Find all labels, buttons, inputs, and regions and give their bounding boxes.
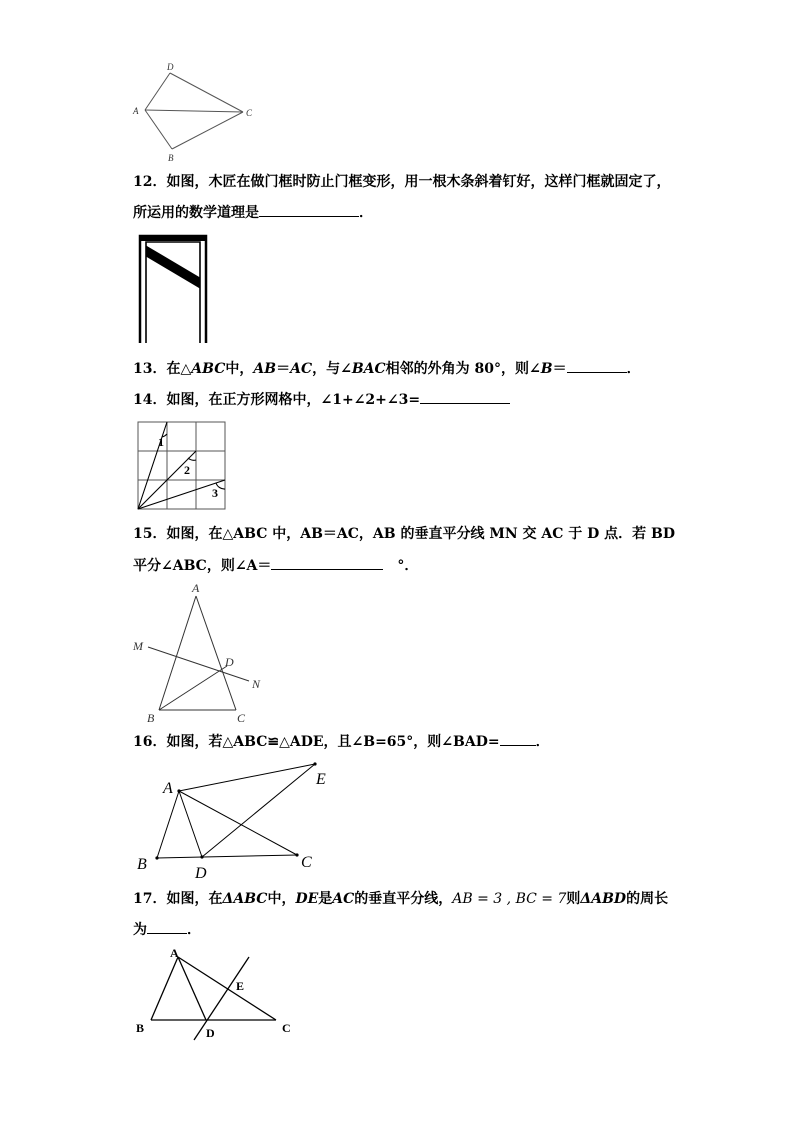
q17-suffix: ． <box>187 922 201 938</box>
q14-text: 14．如图，在正方形网格中，∠1+∠2+∠3= <box>133 392 421 408</box>
label-a: A <box>170 946 179 960</box>
q15-suffix: °． <box>397 558 419 574</box>
q12-prefix: 所运用的数学道理是 <box>133 205 259 221</box>
label-c: C <box>246 108 253 118</box>
label-c: C <box>282 1021 291 1035</box>
label-a: A <box>163 780 173 797</box>
q13-triangle-symbol: △ <box>180 361 192 377</box>
angle-label-3: 3 <box>212 486 218 500</box>
q13-num: 13．在 <box>133 361 181 377</box>
question-15-line1: 15．如图，在△ABC 中，AB＝AC，AB 的垂直平分线 MN 交 AC 于 D 点．若 BD <box>133 526 676 542</box>
q16-prefix: 16．如图，若△ABC≌△ADE，且∠B=65°，则∠BAD= <box>133 734 500 750</box>
label-d: D <box>225 655 234 669</box>
label-m: M <box>133 639 143 653</box>
line-de <box>194 957 249 1040</box>
q13-t5: ＝ <box>552 361 567 377</box>
q17-de: DE <box>295 891 319 907</box>
q13-end: ． <box>626 361 641 377</box>
segment-ab <box>151 957 178 1020</box>
q17-ac: AC <box>332 891 355 907</box>
q13-t2: 中， <box>225 361 254 377</box>
label-e: E <box>236 979 245 993</box>
q13-bac: BAC <box>351 361 386 377</box>
label-b: B <box>137 856 147 873</box>
q13-b: B <box>540 361 553 377</box>
label-b: B <box>168 153 174 163</box>
q17-t5: 则 <box>566 891 581 907</box>
q13-t4: 相邻的外角为 80°，则∠ <box>385 361 541 377</box>
label-e: E <box>316 771 326 788</box>
q13-ac: AC <box>290 361 313 377</box>
label-n: N <box>252 677 261 691</box>
angle-label-1: 1 <box>158 435 164 449</box>
q17-t4: 的垂直平分线， <box>354 891 453 907</box>
q17-condition: AB = 3 , BC = 7 <box>452 891 567 907</box>
q17-t2: 中， <box>267 891 296 907</box>
label-d: D <box>167 62 174 72</box>
q17-triangle: ΔABC <box>222 891 268 907</box>
label-b: B <box>136 1021 145 1035</box>
label-a: A <box>192 581 200 595</box>
question-12-line1: 12．如图，木匠在做门框时防止门框变形，用一根木条斜着钉好，这样门框就固定了， <box>133 174 671 190</box>
q16-suffix: ． <box>535 734 550 750</box>
label-d: D <box>206 1026 215 1040</box>
label-b: B <box>147 711 155 725</box>
q12-suffix: ． <box>359 205 373 221</box>
label-c: C <box>301 854 312 871</box>
q13-t3: ，与∠ <box>312 361 352 377</box>
label-a: A <box>133 106 139 116</box>
q17-t6: 的周长 <box>626 891 669 907</box>
q17-abd: ΔABD <box>580 891 627 907</box>
q15-prefix: 平分∠ABC，则∠A＝ <box>133 558 272 574</box>
label-d: D <box>195 865 207 882</box>
label-c: C <box>237 711 246 725</box>
q17-t1: 17．如图，在 <box>133 891 223 907</box>
q13-eq: ＝ <box>276 361 291 377</box>
angle-label-2: 2 <box>184 463 190 477</box>
q13-ab: AB <box>253 361 277 377</box>
q13-abc: ABC <box>191 361 226 377</box>
q17-t3: 是 <box>318 891 333 907</box>
q17-prefix: 为 <box>133 922 147 938</box>
